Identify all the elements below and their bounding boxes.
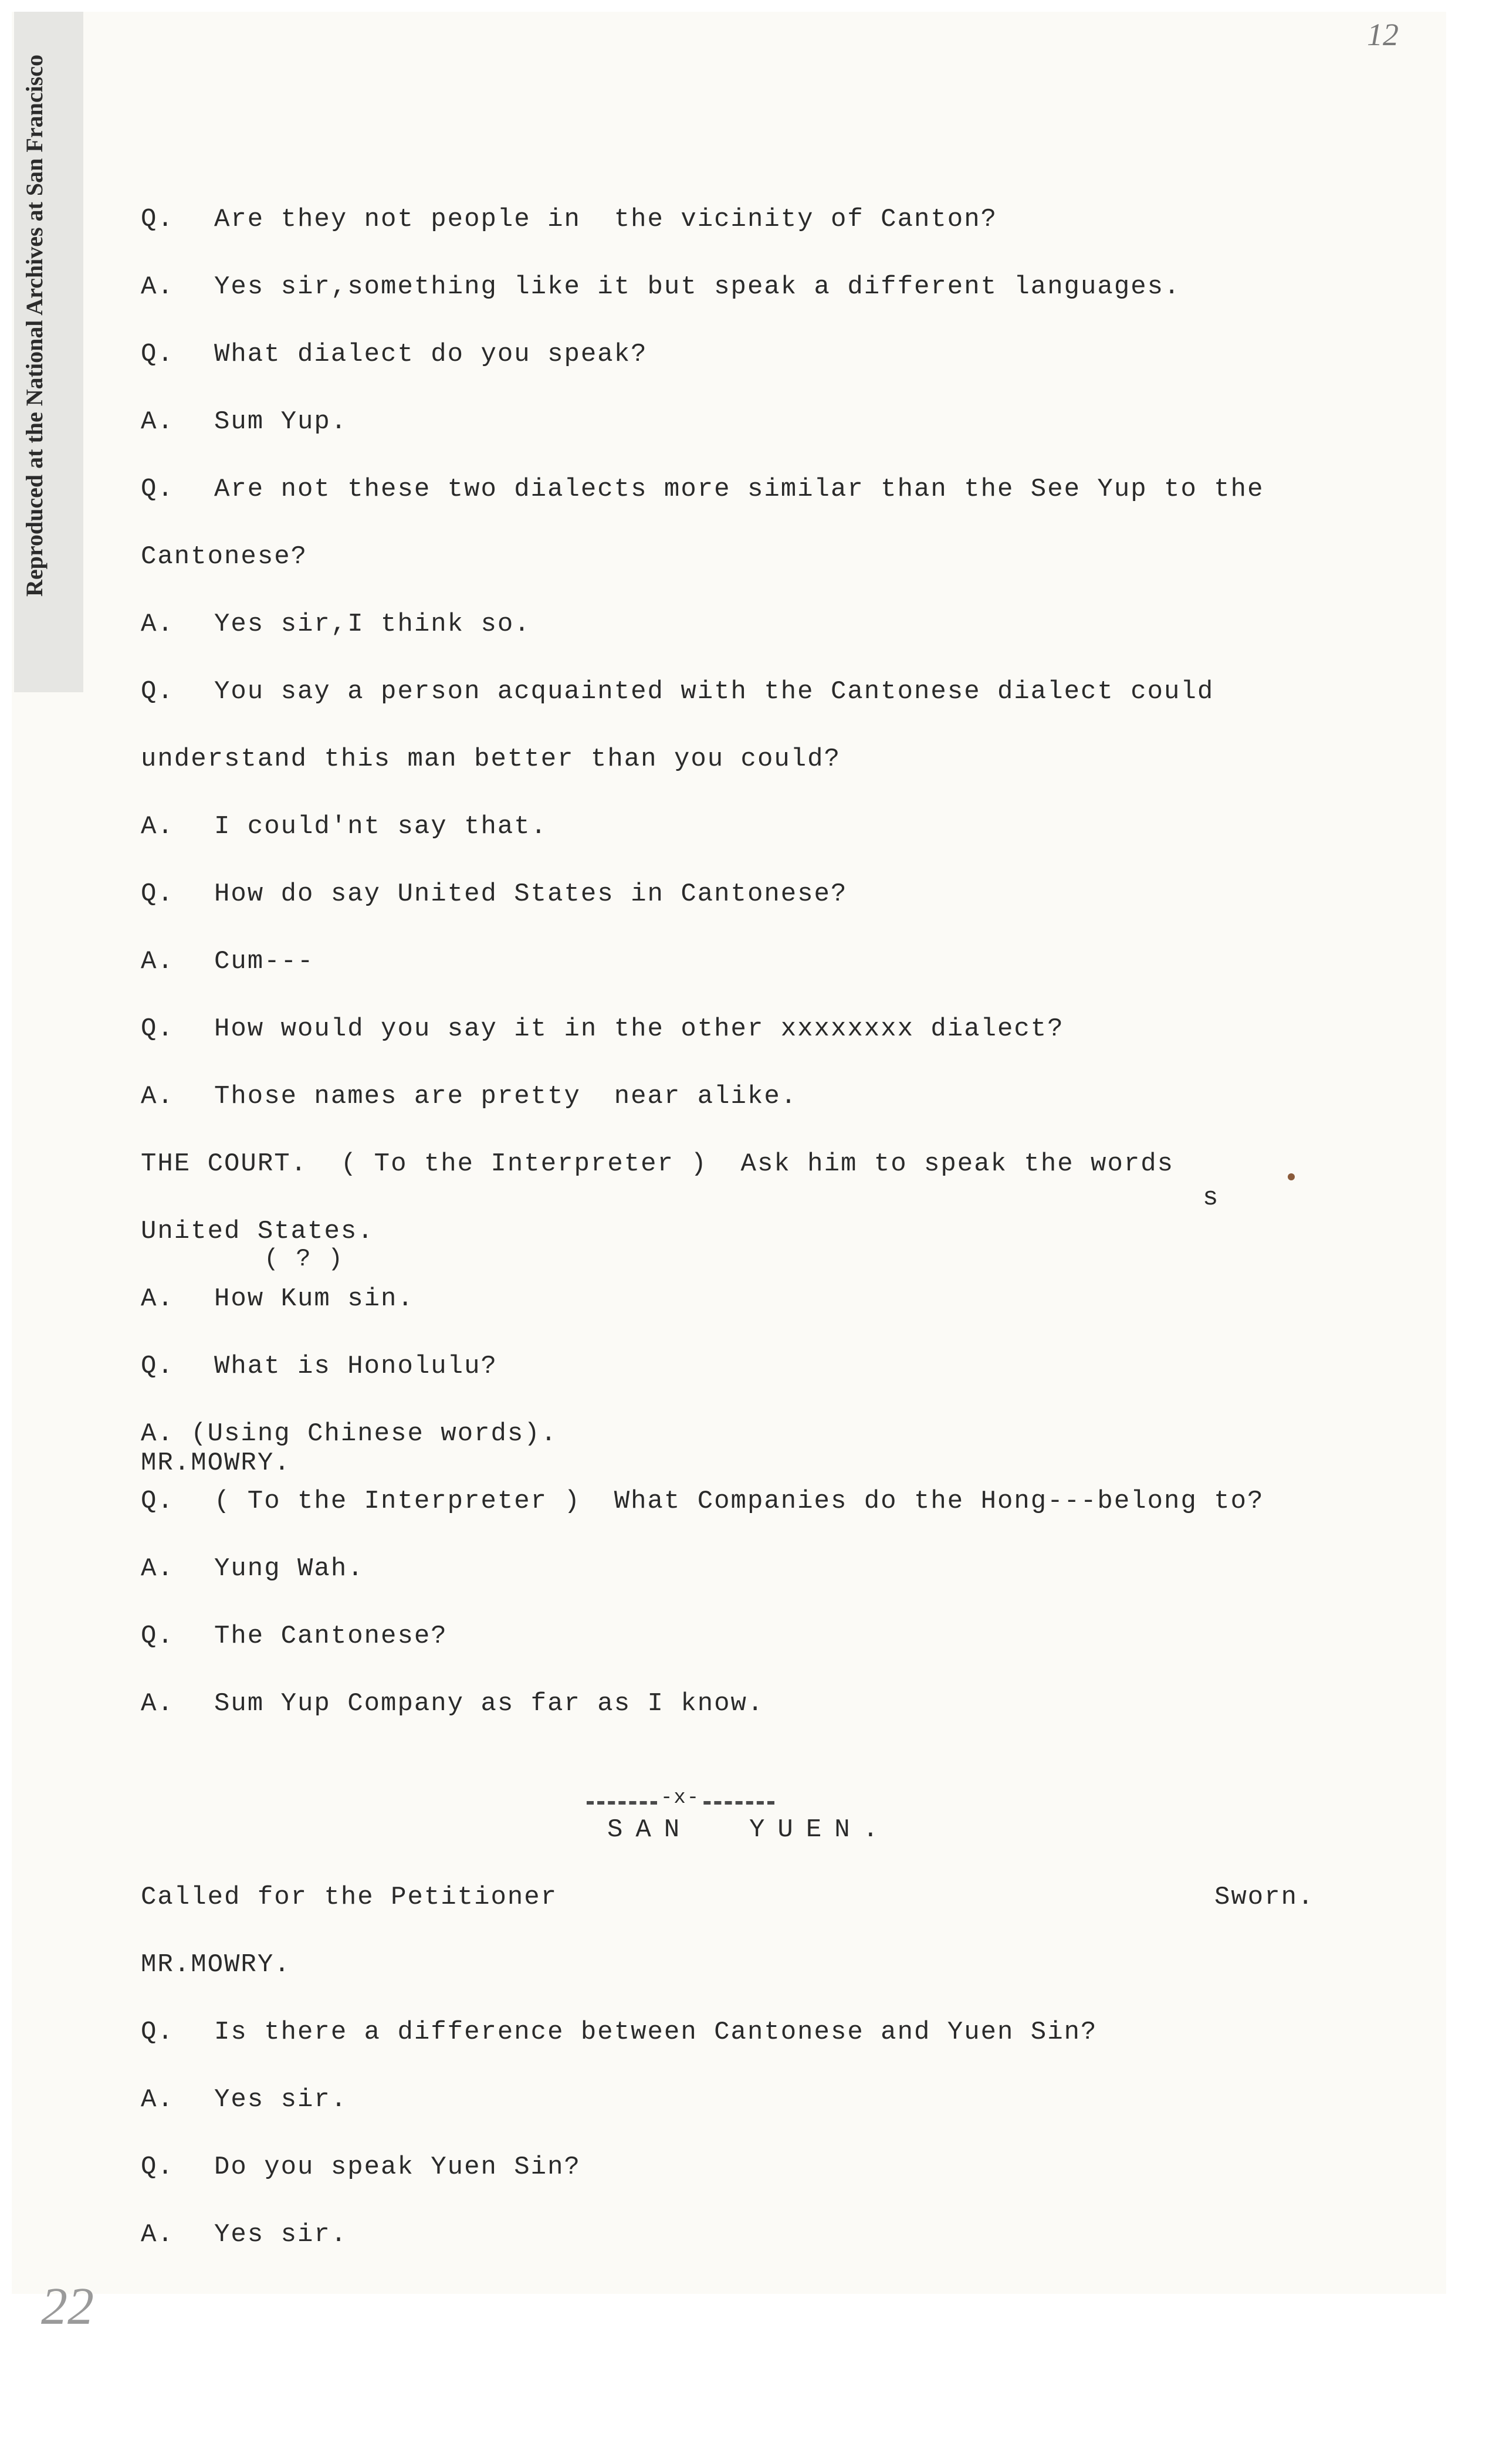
line-text: Sum Yup Company as far as I know. xyxy=(214,1689,764,1718)
transcript-line xyxy=(141,274,1180,300)
line-text: Sum Yup. xyxy=(214,407,348,436)
line-tag: A. xyxy=(141,1082,174,1111)
transcript-line xyxy=(141,814,547,840)
line-text: Yung Wah. xyxy=(214,1554,364,1583)
witness-name: SAN YUEN. xyxy=(607,1815,892,1844)
line-text: What dialect do you speak? xyxy=(214,340,648,369)
line-tag: Q. xyxy=(141,2152,174,2182)
paper-speck xyxy=(1288,1173,1295,1180)
transcript-line xyxy=(141,1691,764,1717)
line-tag: Q. xyxy=(141,475,174,504)
transcript-line xyxy=(141,1488,1264,1514)
transcript-line xyxy=(141,1623,448,1649)
transcript-line xyxy=(141,341,648,367)
interlinear-note: ( ? ) xyxy=(264,1245,344,1273)
line-tag: A. xyxy=(141,1419,174,1448)
line-text: Are they not people in the vicinity of Canton? xyxy=(214,205,998,234)
line-tag: A. xyxy=(141,407,174,436)
transcript-line xyxy=(141,746,841,772)
line-tag: A. xyxy=(141,610,174,639)
line-tag: Q. xyxy=(141,879,174,909)
transcript-line xyxy=(141,611,531,637)
transcript-line xyxy=(141,207,997,232)
page-number: 12 xyxy=(1367,17,1399,52)
transcript-line xyxy=(141,2087,347,2113)
line-tag: Q. xyxy=(141,677,174,706)
transcript-line xyxy=(141,679,1214,705)
line-text: The Cantonese? xyxy=(214,1622,448,1651)
line-tag: A. xyxy=(141,1689,174,1718)
line-tag: Q. xyxy=(141,340,174,369)
line-tag: Q. xyxy=(141,1014,174,1044)
line-tag: A. xyxy=(141,2085,174,2114)
witness-called-line: Called for the Petitioner xyxy=(141,1883,558,1912)
transcript-line xyxy=(141,2019,1097,2045)
transcript-line xyxy=(141,2222,347,2248)
transcript-line xyxy=(141,544,307,570)
archive-stamp-text: Reproduced at the National Archives at San Francisco xyxy=(21,54,48,597)
line-text: Cantonese? xyxy=(141,542,308,571)
line-tag: A. xyxy=(141,812,174,841)
line-text: (Using Chinese words). xyxy=(191,1419,558,1448)
speaker-heading: MR.MOWRY. xyxy=(141,1448,291,1478)
line-text: Are not these two dialects more similar than the See Yup to the xyxy=(214,475,1264,504)
margin-number: 22 xyxy=(41,2277,94,2336)
transcript-line xyxy=(141,949,314,974)
line-text: How do say United States in Cantonese? xyxy=(214,879,848,909)
line-tag: Q. xyxy=(141,1352,174,1381)
line-tag: A. xyxy=(141,1554,174,1583)
transcript-line xyxy=(141,2154,581,2180)
transcript-line xyxy=(141,409,347,435)
line-text: ( To the Interpreter ) What Companies do the Hong---belong to? xyxy=(214,1487,1264,1516)
transcript-line xyxy=(141,1286,414,1312)
line-text: Cum--- xyxy=(214,947,314,976)
line-tag: Q. xyxy=(141,1487,174,1516)
line-tag: Q. xyxy=(141,205,174,234)
line-text: How would you say it in the other xxxxxxxx dialect? xyxy=(214,1014,1064,1044)
line-text: Yes sir,I think so. xyxy=(214,610,531,639)
line-text: What is Honolulu? xyxy=(214,1352,497,1381)
transcript-line xyxy=(141,1151,1174,1177)
line-text: Is there a difference between Cantonese and Yuen Sin? xyxy=(214,2018,1098,2047)
line-tag: A. xyxy=(141,1284,174,1314)
line-tag: Q. xyxy=(141,2018,174,2047)
transcript-line xyxy=(141,1421,557,1447)
line-text: Those names are pretty near alike. xyxy=(214,1082,798,1111)
line-text: understand this man better than you could? xyxy=(141,744,841,774)
line-text: Yes sir. xyxy=(214,2220,348,2249)
sworn-label: Sworn. xyxy=(1214,1883,1315,1912)
line-tag: Q. xyxy=(141,1622,174,1651)
transcript-line xyxy=(141,1219,374,1244)
speaker-heading: MR.MOWRY. xyxy=(141,1950,291,1979)
line-text: THE COURT. ( To the Interpreter ) Ask him to speak the words xyxy=(141,1149,1175,1179)
line-text: Do you speak Yuen Sin? xyxy=(214,2152,581,2182)
line-text: How Kum sin. xyxy=(214,1284,414,1314)
transcript-line xyxy=(141,1353,497,1379)
line-text: United States. xyxy=(141,1217,374,1246)
line-tag: A. xyxy=(141,272,174,302)
transcript-line xyxy=(141,1016,1064,1042)
line-text: Yes sir. xyxy=(214,2085,348,2114)
line-text: I could'nt say that. xyxy=(214,812,548,841)
transcript-line xyxy=(141,1084,797,1109)
transcript-line xyxy=(141,476,1264,502)
line-text: Yes sir,something like it but speak a different languages. xyxy=(214,272,1181,302)
line-tag: A. xyxy=(141,947,174,976)
line-text: You say a person acquainted with the Cantonese dialect could xyxy=(214,677,1214,706)
divider-mark: -x- xyxy=(657,1788,703,1808)
line-tag: A. xyxy=(141,2220,174,2249)
marginal-correction: s xyxy=(1203,1183,1220,1213)
transcript-line xyxy=(141,1556,364,1582)
transcript-line xyxy=(141,881,847,907)
